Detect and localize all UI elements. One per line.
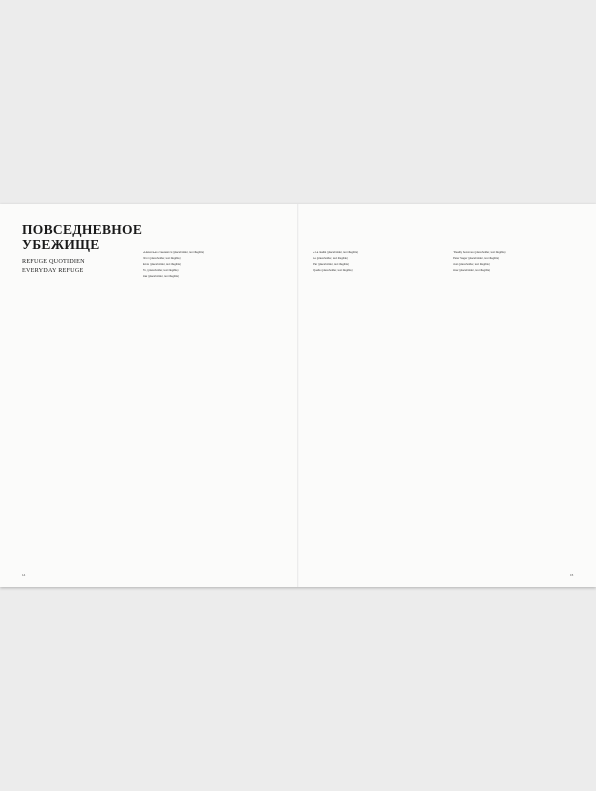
- subtitle-english: EVERYDAY REFUGE: [22, 267, 84, 274]
- paragraph: Quelle (placeholder, text illegible): [313, 268, 353, 272]
- paragraph: Just (placeholder, text illegible): [453, 262, 490, 266]
- title-line-1: ПОВСЕДНЕВНОЕ: [22, 222, 143, 237]
- paragraph: Le (placeholder, text illegible): [313, 256, 348, 260]
- paragraph: То, (placeholder, text illegible): [143, 268, 179, 272]
- paragraph: “Reality becomes (placeholder, text illegible): [453, 251, 506, 254]
- text-column-french: [313, 251, 437, 569]
- paragraph: Peter Sager (placeholder, text illegible): [453, 256, 500, 260]
- page-title: [22, 222, 152, 252]
- title-line-2: УБЕЖИЩЕ: [22, 237, 100, 252]
- page-number-left: 14: [22, 573, 26, 577]
- book-spread: [0, 204, 596, 587]
- paragraph: Если (placeholder, text illegible): [143, 262, 181, 266]
- page-number-right: 15: [570, 573, 574, 577]
- title-block: [22, 222, 152, 275]
- paragraph: Par (placeholder, text illegible): [313, 262, 350, 266]
- paragraph: « La réalité (placeholder, text illegible): [313, 251, 359, 254]
- text-column-english: [453, 251, 577, 569]
- paragraph: «Насколько становится (placeholder, text illegible): [143, 251, 205, 254]
- text-column-russian: [143, 251, 273, 569]
- subtitle-french: REFUGE QUOTIDIEN: [22, 258, 85, 265]
- paragraph: Этот (placeholder, text illegible): [143, 256, 181, 260]
- paragraph: Как (placeholder, text illegible): [143, 274, 180, 278]
- subtitle-block: [22, 257, 152, 275]
- book-gutter: [297, 204, 299, 587]
- paragraph: How (placeholder, text illegible): [453, 268, 491, 272]
